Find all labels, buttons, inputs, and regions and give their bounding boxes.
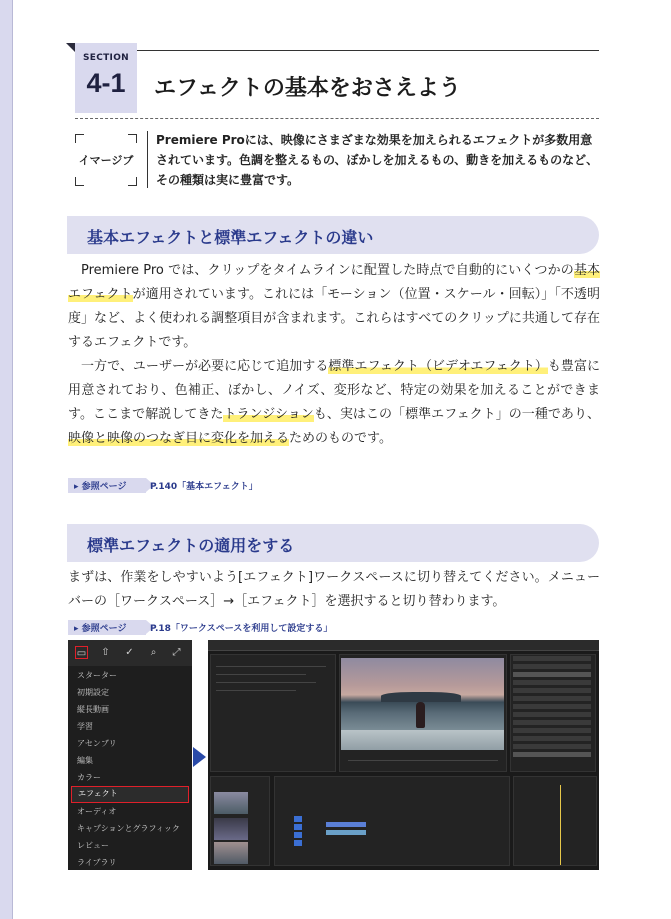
pr-clip: [326, 830, 366, 835]
heading-basic-vs-standard: [67, 216, 599, 254]
workspace-menu-item[interactable]: キャプションとグラフィック: [77, 824, 180, 833]
page-spine: [0, 0, 12, 919]
body-paragraphs: [68, 259, 600, 451]
text-run: も豊富に用意されており、色補正、ぼかし、ノイズ、変形など、特定の効果を加えることができます。ここまで解説してきた: [68, 359, 600, 422]
reference-pill: [68, 478, 146, 493]
workspace-menu-item[interactable]: オーディオ: [77, 807, 117, 816]
pr-track-toggle: [294, 840, 302, 846]
pr-menubar: [208, 640, 599, 650]
pr-program-video: [341, 658, 504, 750]
reference-pill: [68, 620, 146, 635]
reference-page: P.140「基本エフェクト」: [150, 482, 258, 492]
video-mountain: [381, 692, 461, 702]
expand-icon[interactable]: ⤢: [172, 647, 181, 658]
pr-timeline-panel: [274, 776, 510, 866]
image-label: イマージブ: [78, 154, 134, 167]
section-dashed-rule: [75, 118, 599, 119]
pr-thumbnail: [214, 842, 248, 864]
check-icon[interactable]: ✓: [125, 647, 134, 658]
pr-effect-row: [513, 728, 591, 733]
text-run: 一方で、ユーザーが必要に応じて追加する: [81, 359, 329, 374]
home-icon[interactable]: ▭: [76, 648, 87, 659]
pr-transport-bar: [348, 760, 498, 761]
pr-track-toggle: [294, 816, 302, 822]
pr-panel-row: [216, 674, 306, 675]
text-run: が適用されています。これには「モーション（位置・スケール・回転）」「不透明度」など、よく使われる調整項目が含まれます。これらはすべてのクリップに共通して存在するエフェクトです。: [68, 287, 600, 350]
pr-effect-row: [513, 688, 591, 693]
reference-label: ▸ 参照ページ: [74, 482, 127, 492]
export-icon[interactable]: ⇧: [101, 647, 110, 658]
pr-effect-row: [513, 680, 591, 685]
pr-menubar-rule: [208, 650, 599, 651]
pr-playhead: [560, 785, 561, 865]
text-run: ためのものです。: [289, 431, 392, 446]
heading-text: 標準エフェクトの適用をする: [87, 536, 295, 555]
pr-panel-row: [216, 682, 316, 683]
reference-page: P.18「ワークスペースを利用して設定する」: [150, 624, 333, 634]
bracket-corner: [128, 134, 137, 143]
pr-effect-row: [513, 712, 591, 717]
body-paragraph-workspace: [68, 566, 600, 614]
pr-effect-controls: [513, 776, 597, 866]
bracket-corner: [128, 177, 137, 186]
pr-track-toggle: [294, 824, 302, 830]
workspace-menu-item[interactable]: 学習: [77, 722, 93, 731]
paragraph-workspace: まずは、作業をしやすいよう[エフェクト]ワークスペースに切り替えてください。メニューバーの［ワークスペース］→［エフェクト］を選択すると切り替わります。: [68, 570, 600, 609]
pr-effect-row: [513, 752, 591, 757]
image-summary: Premiere Proには、映像にさまざまな効果を加えられるエフェクトが多数用意されています。色調を整えるもの、ぼかしを加えるもの、動きを加えるものなど、その種類は実に豊富です。: [156, 133, 599, 187]
pr-effect-row: [513, 664, 591, 669]
highlight-basic-effects: 基本エフェクト: [68, 263, 600, 302]
bracket-corner: [75, 134, 84, 143]
pr-effect-row: [513, 720, 591, 725]
pr-effect-row: [513, 656, 591, 661]
highlight-standard-effects: 標準エフェクト（ビデオエフェクト）: [328, 359, 548, 374]
search-icon[interactable]: ⌕: [150, 647, 157, 658]
workspace-menu-screenshot: [68, 640, 192, 870]
section-top-rule: [137, 50, 599, 51]
pr-panel-row: [216, 666, 326, 667]
workspace-menu-list: [68, 667, 192, 871]
text-run: Premiere Pro では、クリップをタイムラインに配置した時点で自動的にいくつかの: [81, 263, 574, 278]
arrow-right-icon: [193, 747, 206, 767]
heading-apply-standard: [67, 524, 599, 562]
highlight-transition: トランジション: [223, 407, 314, 422]
section-title: エフェクトの基本をおさえよう: [154, 76, 461, 101]
pr-thumbnail: [214, 792, 248, 814]
pr-effect-row: [513, 704, 591, 709]
pr-effects-list: [513, 656, 591, 760]
reference-label-text: 参照ページ: [81, 624, 127, 634]
highlight-change-cut: 映像と映像のつなぎ目に変化を加える: [68, 431, 290, 446]
bracket-corner: [75, 177, 84, 186]
paragraph-standard-effects: [68, 355, 600, 451]
pr-clip: [326, 822, 366, 827]
workspace-menu-item[interactable]: エフェクト: [71, 786, 189, 803]
pr-effect-row: [513, 744, 591, 749]
workspace-menu-item[interactable]: カラー: [77, 773, 101, 782]
pr-effect-row: [513, 696, 591, 701]
image-label-box: [75, 134, 137, 186]
workspace-menu-item[interactable]: アセンブリ: [77, 739, 117, 748]
pr-source-panel: [210, 654, 336, 772]
menu-toolbar: [68, 640, 192, 666]
paragraph-basic-effects: [68, 259, 600, 355]
pr-effect-row: [513, 736, 591, 741]
workspace-menu-item[interactable]: 縦長動画: [77, 705, 109, 714]
workspace-menu-item[interactable]: 編集: [77, 756, 93, 765]
video-waves: [341, 730, 504, 750]
pr-thumbnail: [214, 818, 248, 840]
text-run: も、実はこの「標準エフェクト」の一種であり、: [313, 407, 600, 422]
workspace-menu-item[interactable]: スターター: [77, 671, 117, 680]
section-label: SECTION: [82, 53, 129, 63]
workspace-menu-item[interactable]: ライブラリ: [77, 858, 117, 867]
pr-track-toggle: [294, 832, 302, 838]
pr-effect-row: [513, 672, 591, 677]
video-person: [416, 702, 425, 728]
pr-panel-row: [216, 690, 296, 691]
heading-text: 基本エフェクトと標準エフェクトの違い: [87, 228, 374, 247]
reference-label: ▸ 参照ページ: [74, 624, 127, 634]
premiere-effects-workspace-screenshot: [208, 640, 599, 870]
workspace-menu-item[interactable]: 初期設定: [77, 688, 109, 697]
page-spine-line: [12, 0, 13, 919]
workspace-menu-item[interactable]: レビュー: [77, 841, 109, 850]
section-number: 4-1: [86, 68, 126, 98]
reference-label-text: 参照ページ: [81, 482, 127, 492]
image-divider: [147, 131, 148, 188]
